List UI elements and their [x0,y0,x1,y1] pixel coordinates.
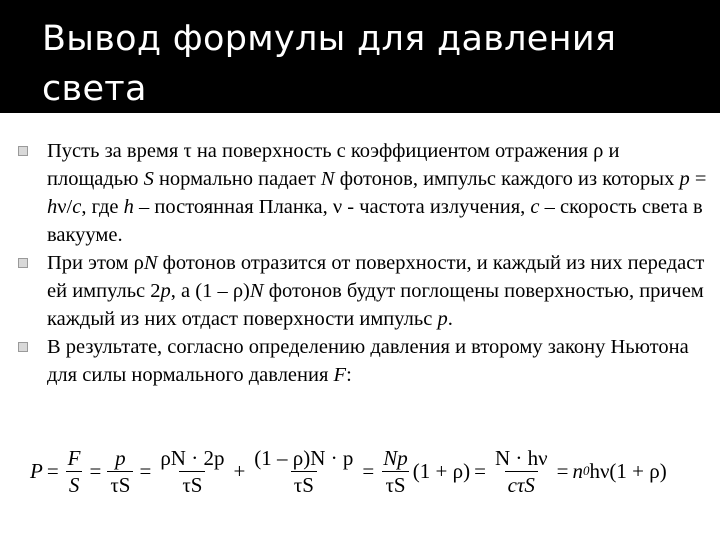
slide-title: Вывод формулы для давления света [42,19,617,109]
math-variable: c [72,196,82,218]
fraction-denominator: cτS [505,471,538,497]
fraction-denominator: τS [107,471,133,497]
fraction-numerator: N · hν [494,445,548,470]
square-bullet-icon [18,342,28,352]
fraction-denominator: S [66,471,83,497]
fraction-reflected [157,446,227,497]
math-variable: h [47,196,58,218]
math-variable: p [679,168,690,190]
text-run: : [346,364,352,386]
formula-equals: = [46,458,59,483]
fraction-photon-energy [492,446,551,497]
formula-equals: = [139,458,152,483]
fraction-impulse-time [107,446,133,497]
fraction-numerator: p [115,445,126,470]
formula-equals: = [89,458,102,483]
fraction-total [380,446,411,497]
fraction-numerator: F [67,445,81,470]
text-run: Пусть за время τ на поверхность с коэффициентом отражения ρ и площадью [47,140,620,190]
text-run: . [447,308,453,330]
pressure-formula [30,441,710,501]
formula-lhs: P [30,458,43,483]
math-variable: p [160,280,171,302]
formula-equals: = [474,458,486,483]
math-variable: p [437,308,448,330]
math-variable: N [143,252,158,274]
math-variable: h [123,196,134,218]
formula-tail: hν(1 + ρ) [589,458,667,483]
fraction-numerator: ρN · 2p [160,445,225,470]
square-bullet-icon [18,258,28,268]
text-run: нормально падает [153,168,321,190]
text-run: – постоянная Планка, ν - частота излучения, [133,196,531,218]
fraction-denominator: τS [291,471,317,497]
math-variable: c [530,196,540,218]
text-run: фотонов, импульс каждого из которых [334,168,680,190]
formula-plus: + [233,458,246,483]
text-run: В результате, согласно определению давления и второму закону Ньютона для силы нормального давления [47,336,689,386]
fraction-denominator: τS [382,471,408,497]
math-variable: N [320,168,335,190]
formula-concentration: n [572,458,583,483]
text-run: фотонов отразится от поверхности, и каждый из них передаст ей импульс 2 [47,252,705,302]
text-run: , где [81,196,124,218]
bullet-list [0,137,720,389]
fraction-numerator: (1 – ρ)N · p [254,445,354,470]
bullet-item [47,137,707,249]
bullet-text [47,140,706,246]
formula-equals: = [362,458,375,483]
fraction-numerator: Np [383,445,408,470]
fraction-force-area [65,446,84,497]
square-bullet-icon [18,146,28,156]
text-run: ν/ [57,196,73,218]
fraction-absorbed [251,446,356,497]
formula-factor: (1 + ρ) [412,458,471,483]
math-variable: S [143,168,154,190]
math-variable: F [333,364,347,386]
text-run: , а (1 – ρ) [170,280,250,302]
formula-equals: = [556,458,569,483]
text-run: – скорость света в вакууме. [47,196,703,246]
text-run: фотонов будут поглощены поверхностью, причем каждый из них отдаст поверхности импульс [47,280,704,330]
math-variable: N [249,280,264,302]
bullet-text [47,336,689,386]
bullet-item [47,333,707,389]
bullet-item [47,249,707,333]
text-run: При этом ρ [47,252,144,274]
bullet-text [47,252,704,330]
text-run: = [689,168,707,190]
fraction-denominator: τS [179,471,205,497]
formula-subscript: 0 [582,463,590,478]
